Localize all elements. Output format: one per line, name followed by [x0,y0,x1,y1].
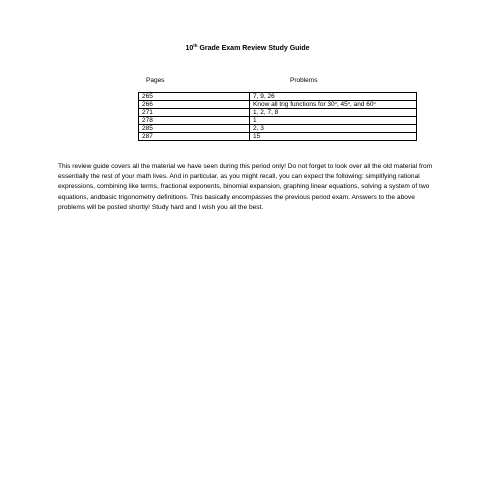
page-cell: 285 [139,125,250,133]
table-row [139,125,417,133]
document-title [0,44,495,53]
table-row [139,117,417,125]
degree-symbol: o [347,100,350,105]
page-cell: 271 [139,109,250,117]
problems-text: , 45 [336,101,348,108]
problems-text: , and 60 [349,101,374,108]
problems-cell [250,101,417,109]
table-row [139,101,417,109]
problems-cell: 1, 2, 7, 8 [250,109,417,117]
review-paragraph [58,162,443,213]
paragraph-text: This review guide covers all the material we have seen during this period only! Do not forget to look over all the old material from essentially the rest of your math lives. And in particular, as you might recall, you can expect the following: simplifying rational expressions, combining like terms, fractional exponents, binomial expansion, graphing linear equations, solving a system of two equations, andbasic trigonometry definitions. This basically encompasses the previous period exam. Answers to the above problems will be posted shortly! Study hard and I wish you all the best. [58,163,433,211]
page-cell: 265 [139,93,250,101]
problems-text: Know all trig functions for 30 [253,101,335,108]
problems-cell: 7, 9, 26 [250,93,417,101]
title-ordinal-suffix: th [193,43,198,48]
problems-cell: 2, 3 [250,125,417,133]
problems-cell: 15 [250,133,417,141]
page-cell: 278 [139,117,250,125]
degree-symbol: o [334,100,337,105]
title-number: 10 [185,45,194,52]
degree-symbol: o [373,100,376,105]
table-row [139,133,417,141]
pages-column-header: Pages [146,77,165,84]
page-cell: 287 [139,133,250,141]
problems-column-header: Problems [290,77,318,84]
title-text: Grade Exam Review Study Guide [197,45,310,52]
page-cell: 266 [139,101,250,109]
problems-table [138,92,417,141]
problems-cell: 1 [250,117,417,125]
table-row [139,109,417,117]
